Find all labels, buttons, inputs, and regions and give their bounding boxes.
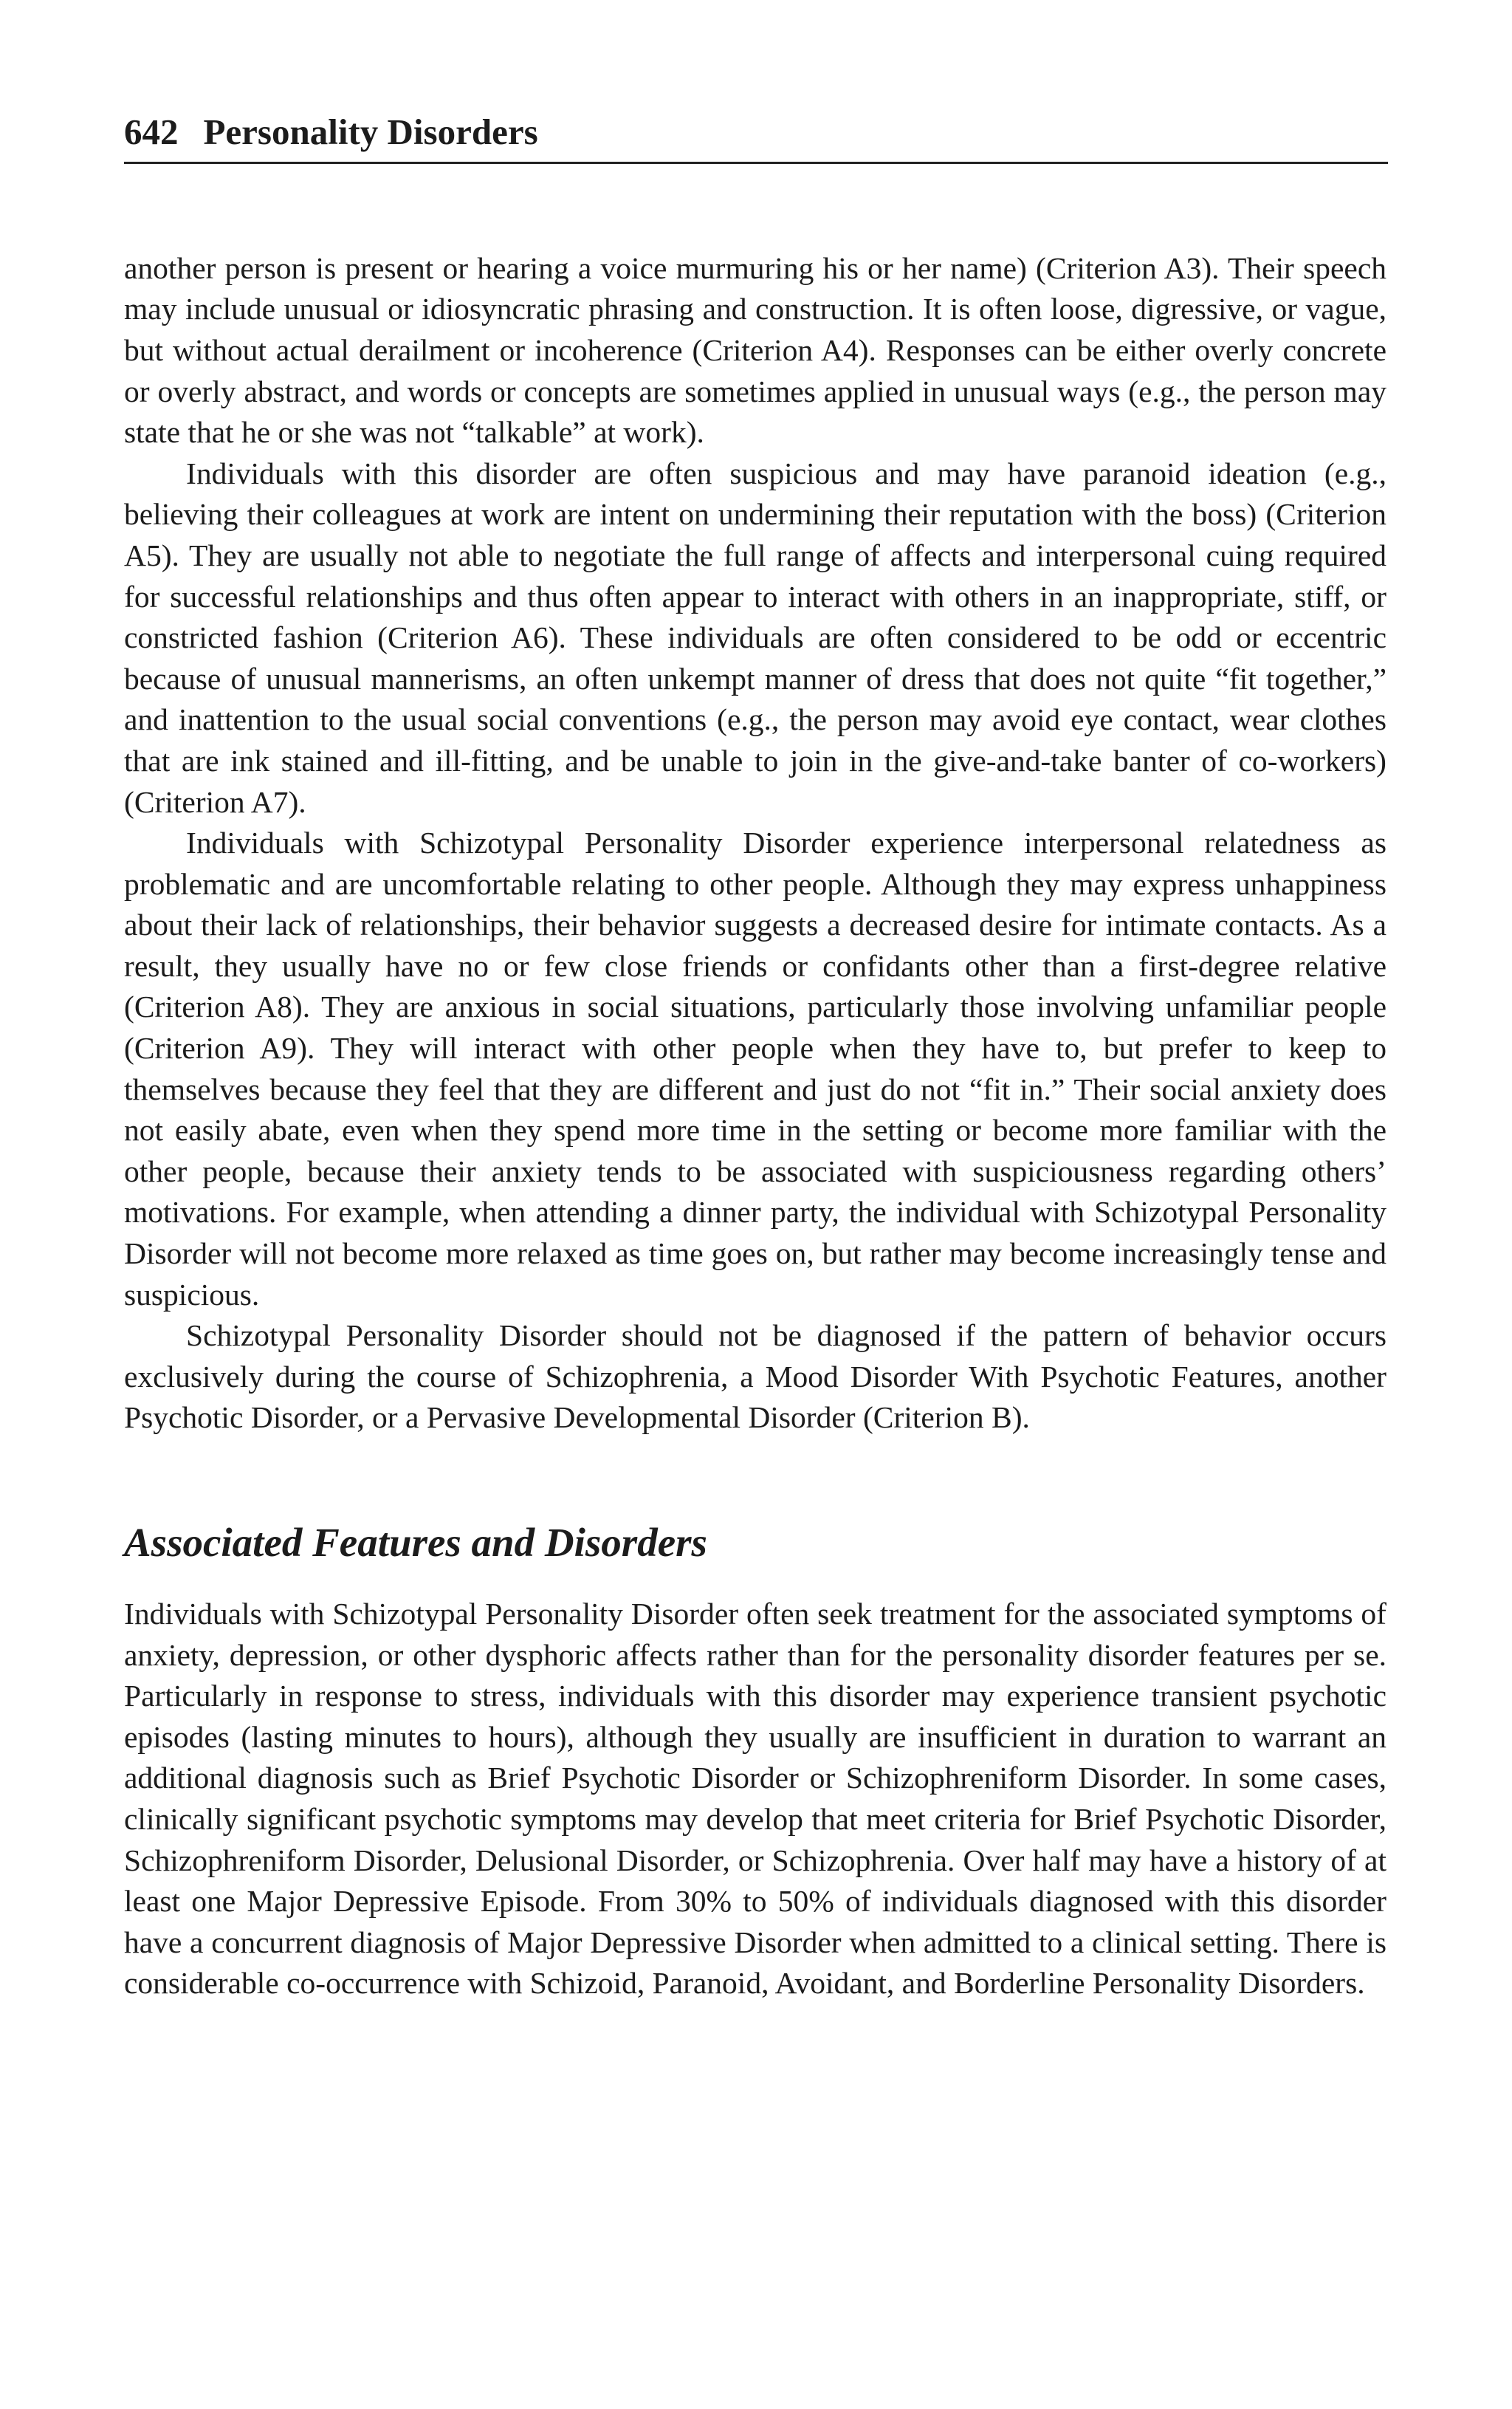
body-text xyxy=(124,248,1386,2004)
page-number: 642 xyxy=(124,112,179,152)
book-page xyxy=(124,111,1386,2004)
running-title: Personality Disorders xyxy=(203,112,538,152)
paragraph-associated-features: Individuals with Schizotypal Personality Disorder often seek treatment for the associated symptoms of anxiety, depression, or other dysphoric affects rather than for the personality disorder features per se. Particularly in response to stress, individuals with this disorder may experience transient psychotic episodes (lasting minutes to hours), although they usually are insufficient in duration to warrant an additional diagnosis such as Brief Psychotic Disorder or Schizophreniform Disorder. In some cases, clinically significant psychotic symptoms may develop that meet criteria for Brief Psychotic Disorder, Schizophreniform Disorder, Delusional Disorder, or Schizophrenia. Over half may have a history of at least one Major Depressive Episode. From 30% to 50% of individuals diagnosed with this disorder have a concurrent diagnosis of Major Depressive Disorder when admitted to a clinical setting. There is considerable co-occurrence with Schizoid, Paranoid, Avoidant, and Borderline Personality Disorders. xyxy=(124,1597,1386,2001)
running-head xyxy=(124,111,1388,164)
section-heading: Associated Features and Disorders xyxy=(124,1520,707,1566)
paragraph-continuation: another person is present or hearing a voice murmuring his or her name) (Criterion A3). Their speech may include unusual or idiosyncratic phrasing and construction. It is often loose, digressive, or vague, but without actual derailment or incoherence (Criterion A4). Responses can be either overly concrete or overly abstract, and words or concepts are sometimes applied in unusual ways (e.g., the person may state that he or she was not “talkable” at work). xyxy=(124,250,1386,450)
paragraph-criterion-b: Schizotypal Personality Disorder should not be diagnosed if the pattern of behavior occurs exclusively during the course of Schizophrenia, a Mood Disorder With Psychotic Features, another Psychotic Disorder, or a Pervasive Developmental Disorder (Criterion B). xyxy=(124,1318,1386,1435)
paragraph-interpersonal-relatedness: Individuals with Schizotypal Personality Disorder experience interpersonal relatedness as problematic and are uncomfortable relating to other people. Although they may express unhappiness about their lack of relationships, their behavior suggests a decreased desire for intimate contacts. As a result, they usually have no or few close friends or confidants other than a first-degree relative (Criterion A8). They are anxious in social situations, particularly those involving unfamiliar people (Criterion A9). They will interact with other people when they have to, but prefer to keep to themselves because they feel that they are different and just do not “fit in.” Their social anxiety does not easily abate, even when they spend more time in the setting or become more familiar with the other people, because their anxiety tends to be associated with suspiciousness regarding others’ motivations. For example, when attending a dinner party, the individual with Schizotypal Personality Disorder will not become more relaxed as time goes on, but rather may become increasingly tense and suspicious. xyxy=(124,826,1386,1312)
paragraph-suspicious-ideation: Individuals with this disorder are often suspicious and may have paranoid ideation (e.g., believing their colleagues at work are intent on undermining their reputation with the boss) (Criterion A5). They are usually not able to negotiate the full range of affects and interpersonal cuing required for successful relationships and thus often appear to interact with others in an inappropriate, stiff, or constricted fashion (Criterion A6). These individuals are often considered to be odd or eccentric because of unusual mannerisms, an often unkempt manner of dress that does not quite “fit together,” and inattention to the usual social conventions (e.g., the person may avoid eye contact, wear clothes that are ink stained and ill-fitting, and be unable to join in the give-and-take banter of co-workers) (Criterion A7). xyxy=(124,456,1386,819)
